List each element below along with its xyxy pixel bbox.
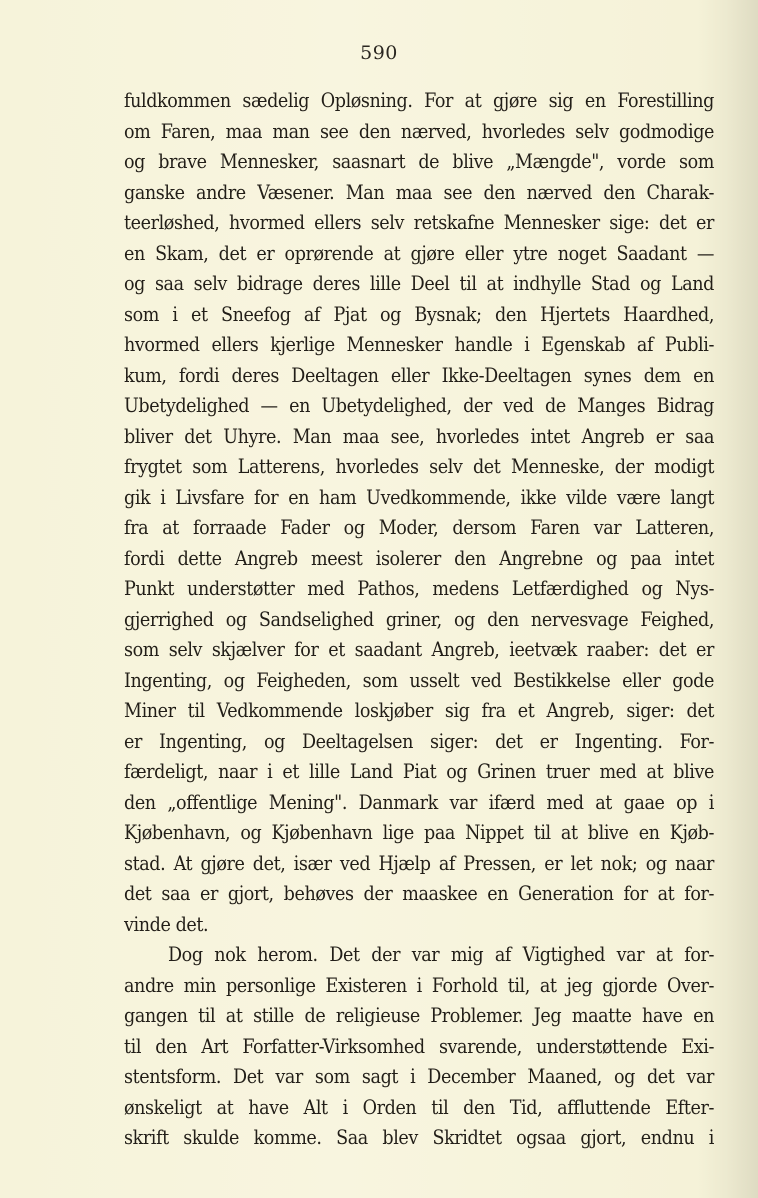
text-line: stad. At gjøre det, især ved Hjælp af Pressen, er let nok; og naar: [124, 851, 714, 875]
text-line: gangen til at stille de religieuse Problemer. Jeg maatte have en: [124, 1004, 714, 1027]
text-line: kum, fordi deres Deeltagen eller Ikke-Deeltagen synes dem en: [124, 363, 714, 387]
text-line: teerløshed, hvormed ellers selv retskafne Mennesker sige: det er: [124, 211, 714, 234]
text-line: fordi dette Angreb meest isolerer den Angrebne og paa intet: [124, 546, 714, 570]
text-line: den „offentlige Mening". Danmark var ifærd med at gaae op i: [124, 790, 714, 814]
text-line: ønskeligt at have Alt i Orden til den Tid, affluttende Efter-: [124, 1095, 714, 1119]
text-line: andre min personlige Existeren i Forhold til, at jeg gjorde Over-: [124, 973, 714, 997]
text-line: gjerrighed og Sandselighed griner, og den nervesvage Feighed,: [124, 607, 714, 631]
body-text: [124, 86, 714, 1154]
text-line: ganske andre Væsener. Man maa see den nærved den Charak-: [124, 180, 714, 204]
text-line: som selv skjælver for et saadant Angreb, ieetvæk raaber: det er: [124, 638, 714, 661]
text-line: frygtet som Latterens, hvorledes selv det Menneske, der modigt: [124, 455, 714, 478]
text-line: bliver det Uhyre. Man maa see, hvorledes intet Angreb er saa: [124, 424, 714, 448]
text-line: det saa er gjort, behøves der maaskee en Generation for at for-: [124, 882, 714, 905]
text-line: fra at forraade Fader og Moder, dersom Faren var Latteren,: [124, 516, 714, 539]
text-line: hvormed ellers kjerlige Mennesker handle i Egenskab af Publi-: [124, 333, 714, 356]
text-line: Dog nok herom. Det der var mig af Vigtighed var at for-: [168, 943, 714, 966]
text-line: Punkt understøtter med Pathos, medens Letfærdighed og Nys-: [124, 577, 714, 600]
page-number: 590: [360, 42, 398, 64]
text-line: om Faren, maa man see den nærved, hvorledes selv godmodige: [124, 119, 714, 143]
text-line: og brave Mennesker, saasnart de blive „Mængde", vorde som: [124, 150, 714, 173]
text-line: Kjøbenhavn, og Kjøbenhavn lige paa Nippet til at blive en Kjøb-: [124, 821, 714, 844]
text-line: til den Art Forfatter-Virksomhed svarende, understøttende Exi-: [124, 1034, 714, 1058]
text-line: gik i Livsfare for en ham Uvedkommende, ikke vilde være langt: [124, 485, 714, 509]
text-line: vinde det.: [124, 912, 209, 936]
text-line: skrift skulde komme. Saa blev Skridtet ogsaa gjort, endnu i: [124, 1126, 714, 1149]
text-line: Miner til Vedkommende loskjøber sig fra et Angreb, siger: det: [124, 699, 714, 722]
text-line: er Ingenting, og Deeltagelsen siger: det er Ingenting. For-: [124, 729, 714, 753]
text-line: stentsform. Det var som sagt i December Maaned, og det var: [124, 1065, 714, 1088]
text-line: Ingenting, og Feigheden, som usselt ved Bestikkelse eller gode: [124, 668, 714, 692]
text-line: som i et Sneefog af Pjat og Bysnak; den Hjertets Haardhed,: [124, 302, 714, 326]
text-line: en Skam, det er oprørende at gjøre eller ytre noget Saadant —: [124, 241, 714, 265]
paragraph-2: [124, 940, 714, 1154]
text-line: fuldkommen sædelig Opløsning. For at gjøre sig en Forestilling: [124, 89, 714, 112]
paragraph-1: [124, 86, 714, 940]
text-line: færdeligt, naar i et lille Land Piat og Grinen truer med at blive: [124, 760, 714, 783]
text-line: Ubetydelighed — en Ubetydelighed, der ved de Manges Bidrag: [124, 394, 714, 417]
text-line: og saa selv bidrage deres lille Deel til at indhylle Stad og Land: [124, 272, 714, 295]
